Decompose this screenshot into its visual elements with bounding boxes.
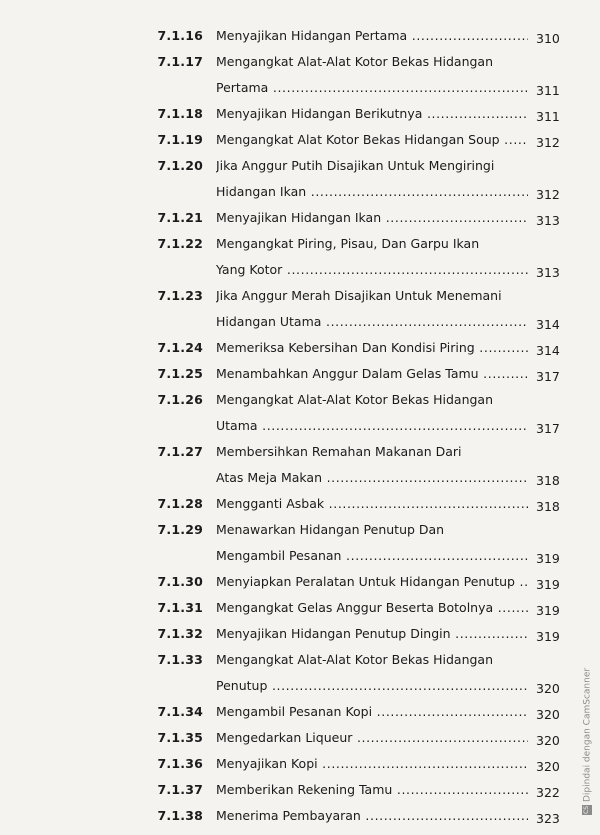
toc-entry-title: Menyajikan Hidangan Penutup Dingin ..... (216, 626, 528, 646)
toc-entry-title: Membersihkan Remahan Makanan Dari (216, 444, 462, 459)
toc-entry-title: Mengambil Pesanan ..... (216, 548, 528, 568)
toc-entry-page-number: 320 (536, 759, 560, 774)
toc-entry-title: Mengangkat Alat Kotor Bekas Hidangan Soup ..... (216, 132, 528, 152)
toc-entry-number: 7.1.18 (157, 106, 203, 121)
toc-entry-title: Mengangkat Alat-Alat Kotor Bekas Hidangan (216, 652, 494, 667)
toc-entry-number: 7.1.27 (157, 444, 203, 459)
toc-entry-number: 7.1.29 (157, 522, 203, 537)
toc-entry-number: 7.1.35 (157, 730, 203, 745)
toc-entry-page-number: 317 (536, 421, 560, 436)
camscanner-logo-icon: CS (583, 806, 590, 814)
toc-entry-page-number: 314 (536, 317, 560, 332)
toc-entry-number: 7.1.33 (157, 652, 203, 667)
toc-entry-page-number: 318 (536, 473, 560, 488)
toc-entry-number: 7.1.31 (157, 600, 203, 615)
toc-entry-title: Memberikan Rekening Tamu ..... (216, 782, 528, 802)
toc-entry-title: Menambahkan Anggur Dalam Gelas Tamu ..... (216, 366, 528, 386)
toc-entry-page-number: 311 (536, 83, 560, 98)
toc-entry-number: 7.1.24 (157, 340, 203, 355)
toc-entry-number: 7.1.38 (157, 808, 203, 823)
toc-entry-page-number: 313 (536, 265, 560, 280)
toc-entry-page-number: 320 (536, 707, 560, 722)
toc-entry-title: Mengangkat Alat-Alat Kotor Bekas Hidangan (216, 54, 494, 69)
toc-entry-title: Menyajikan Hidangan Berikutnya ..... (216, 106, 528, 126)
toc-entry-number: 7.1.25 (157, 366, 203, 381)
toc-entry-title: Menawarkan Hidangan Penutup Dan (216, 522, 445, 537)
toc-entry-page-number: 319 (536, 629, 560, 644)
toc-entry-number: 7.1.23 (157, 288, 203, 303)
toc-entry-page-number: 310 (536, 31, 560, 46)
toc-entry-page-number: 314 (536, 343, 560, 358)
toc-entry-number: 7.1.28 (157, 496, 203, 511)
toc-entry-page-number: 320 (536, 733, 560, 748)
scanner-watermark (582, 668, 593, 815)
toc-entry-title: Jika Anggur Merah Disajikan Untuk Menemani (216, 288, 502, 303)
toc-entry-number: 7.1.37 (157, 782, 203, 797)
toc-entry-title: Pertama ..... (216, 80, 528, 100)
toc-entry-title: Memeriksa Kebersihan Dan Kondisi Piring ..... (216, 340, 528, 360)
toc-entry-title: Menyiapkan Peralatan Untuk Hidangan Penutup ..... (216, 574, 528, 594)
toc-entry-number: 7.1.26 (157, 392, 203, 407)
toc-entry-page-number: 317 (536, 369, 560, 384)
toc-entry-number: 7.1.21 (157, 210, 203, 225)
toc-entry-title: Yang Kotor ..... (216, 262, 528, 282)
toc-entry-page-number: 312 (536, 187, 560, 202)
toc-entry-page-number: 313 (536, 213, 560, 228)
toc-entry-title: Mengangkat Piring, Pisau, Dan Garpu Ikan (216, 236, 480, 251)
toc-entry-number: 7.1.22 (157, 236, 203, 251)
toc-entry-title: Atas Meja Makan ..... (216, 470, 528, 490)
toc-entry-page-number: 319 (536, 603, 560, 618)
toc-entry-page-number: 312 (536, 135, 560, 150)
toc-entry-number: 7.1.34 (157, 704, 203, 719)
toc-entry-title: Menerima Pembayaran ..... (216, 808, 528, 828)
toc-entry-number: 7.1.36 (157, 756, 203, 771)
toc-entry-title: Mengangkat Alat-Alat Kotor Bekas Hidangan (216, 392, 494, 407)
toc-entry-title: Mengambil Pesanan Kopi ..... (216, 704, 528, 724)
toc-entry-number: 7.1.19 (157, 132, 203, 147)
toc-entry-page-number: 318 (536, 499, 560, 514)
toc-entry-number: 7.1.32 (157, 626, 203, 641)
toc-entry-number: 7.1.17 (157, 54, 203, 69)
toc-entry-title: Jika Anggur Putih Disajikan Untuk Mengiringi (216, 158, 495, 173)
toc-entry-page-number: 323 (536, 811, 560, 826)
toc-entry-title: Mengedarkan Liqueur ..... (216, 730, 528, 750)
scanner-watermark-text: Dipindai dengan CamScanner (582, 667, 593, 802)
toc-entry-title: Menyajikan Hidangan Pertama ..... (216, 28, 528, 48)
toc-entry-page-number: 319 (536, 551, 560, 566)
toc-entry-page-number: 320 (536, 681, 560, 696)
toc-entry-title: Hidangan Utama ..... (216, 314, 528, 334)
toc-entry-title: Utama ..... (216, 418, 528, 438)
toc-entry-number: 7.1.20 (157, 158, 203, 173)
toc-entry-number: 7.1.30 (157, 574, 203, 589)
toc-entry-title: Mengangkat Gelas Anggur Beserta Botolnya ..... (216, 600, 528, 620)
toc-entry-page-number: 311 (536, 109, 560, 124)
toc-entry-title: Menyajikan Hidangan Ikan ..... (216, 210, 528, 230)
toc-entry-title: Menyajikan Kopi ..... (216, 756, 528, 776)
toc-entry-number: 7.1.16 (157, 28, 203, 43)
toc-entry-page-number: 322 (536, 785, 560, 800)
toc-entry-page-number: 319 (536, 577, 560, 592)
toc-entry-title: Penutup ..... (216, 678, 528, 698)
toc-entry-title: Mengganti Asbak ..... (216, 496, 528, 516)
toc-entry-title: Hidangan Ikan ..... (216, 184, 528, 204)
